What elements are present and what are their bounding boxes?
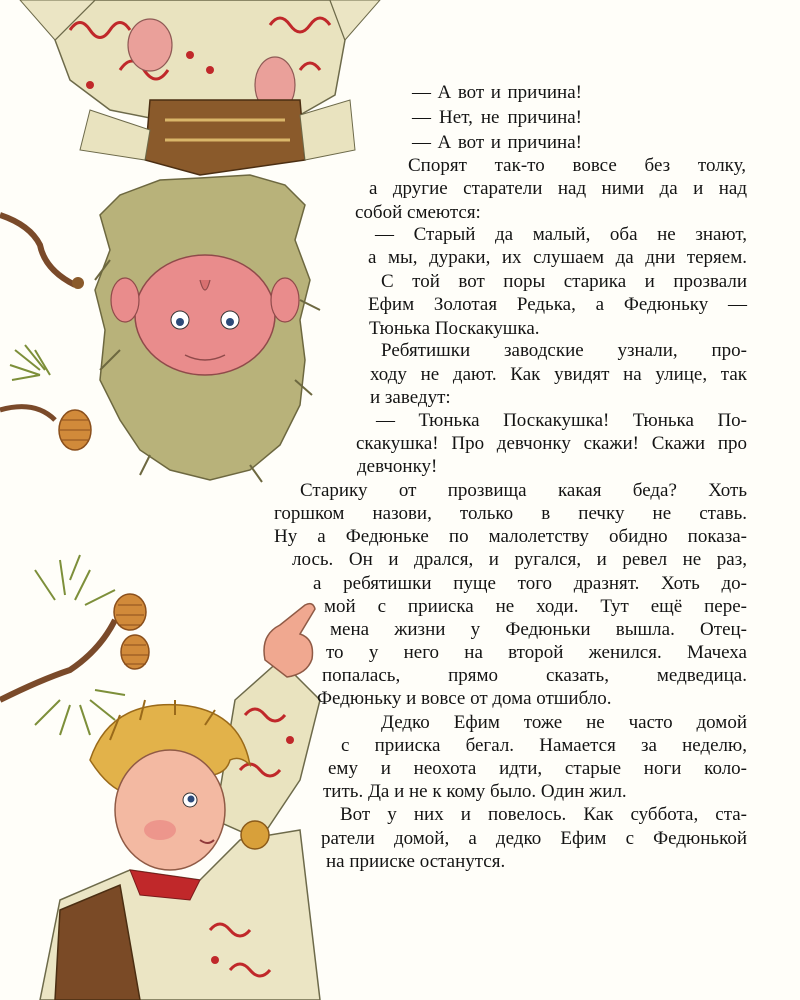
text-line: мена жизни у Федюньки вышла. Отец- — [330, 619, 747, 640]
text-line: Тюнька Поскакушка. — [369, 318, 540, 339]
text-line: собой смеются: — [355, 202, 481, 223]
text-line: ратели домой, а дедко Ефим с Федюнькой — [321, 828, 747, 849]
text-line: Дедко Ефим тоже не часто домой — [381, 712, 747, 733]
text-line: а ребятишки пуще того дразнят. Хоть до- — [313, 573, 747, 594]
pine-cone-icon — [121, 635, 149, 669]
text-line: ходу не дают. Как увидят на улице, так — [370, 364, 747, 385]
text-line: — А вот и причина! — [412, 82, 582, 103]
pine-cone-icon — [114, 594, 146, 630]
text-line: на прииске останутся. — [326, 851, 506, 872]
text-line: — Нет, не причина! — [412, 107, 582, 128]
text-line: Спорят так-то вовсе без толку, — [408, 155, 746, 176]
pine-branch-illustration-bottom-left — [0, 555, 149, 735]
text-line: ему и неохота идти, старые ноги коло- — [328, 758, 747, 779]
text-line: а другие старатели над ними да и над — [369, 178, 747, 199]
text-line: Ребятишки заводские узнали, про- — [381, 340, 747, 361]
text-line: Ну а Федюньке по малолетству обидно показа- — [274, 526, 747, 547]
text-line: Старику от прозвища какая беда? Хоть — [300, 480, 747, 501]
text-line: Федюньку и вовсе от дома отшибло. — [317, 688, 612, 709]
text-line: скакушка! Про девчонку скажи! Скажи про — [356, 433, 747, 454]
text-line: попалась, прямо сказать, медведица. — [322, 665, 747, 686]
text-line: с прииска бегал. Намается за неделю, — [341, 735, 747, 756]
text-line: С той вот поры старика и прозвали — [381, 271, 747, 292]
text-line: — Тюнька Поскакушка! Тюнька По- — [376, 410, 747, 431]
text-line: Вот у них и повелось. Как суббота, ста- — [340, 804, 747, 825]
text-line: то у него на второй женился. Мачеха — [326, 642, 747, 663]
text-line: Ефим Золотая Редька, а Федюньку — — [368, 294, 747, 315]
text-line: тить. Да и не к кому было. Один жил. — [323, 781, 627, 802]
text-line: девчонку! — [357, 456, 438, 477]
text-line: а мы, дураки, их слушаем да дни теряем. — [368, 247, 747, 268]
text-line: и заведут: — [370, 387, 451, 408]
text-line: — А вот и причина! — [412, 132, 582, 153]
text-line: горшком назови, только в печку не ставь. — [274, 503, 747, 524]
text-line: лось. Он и дрался, и ругался, и ревел не раз, — [292, 549, 747, 570]
text-line: — Старый да малый, оба не знают, — [375, 224, 747, 245]
text-line: мой с прииска не ходи. Тут ещё пере- — [324, 596, 747, 617]
